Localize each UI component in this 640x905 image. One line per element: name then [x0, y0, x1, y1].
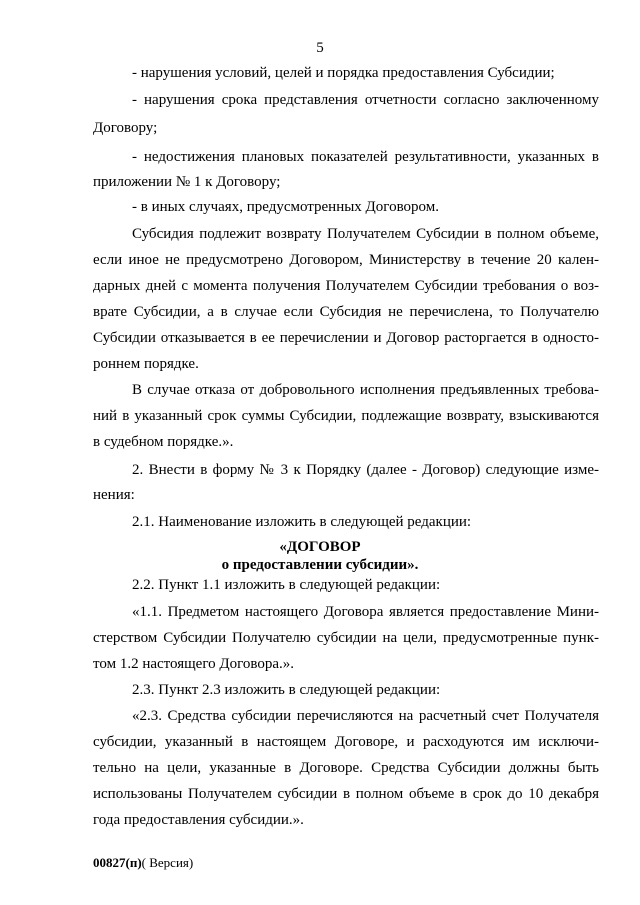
text-line: приложении № 1 к Договору; — [93, 174, 281, 190]
text-line: в судебном порядке.». — [93, 434, 234, 450]
text-line: «2.3. Средства субсидии перечисляются на расчетный счет Получателя — [132, 708, 599, 724]
text-line: нения: — [93, 487, 135, 503]
text-line: 2. Внести в форму № 3 к Порядку (далее - Договор) следующие изме- — [132, 462, 599, 478]
text-line: Субсидия подлежит возврату Получателем Субсидии в полном объеме, — [132, 226, 599, 242]
page-number: 5 — [316, 40, 324, 56]
text-line: дарных дней с момента получения Получателем Субсидии требования о воз- — [93, 278, 599, 294]
text-line: 2.1. Наименование изложить в следующей редакции: — [132, 514, 472, 530]
text-line: 2.3. Пункт 2.3 изложить в следующей редакции: — [132, 682, 441, 698]
text-line: - нарушения срока представления отчетности согласно заключенному — [132, 92, 599, 108]
text-line: использованы Получателем субсидии в полном объеме в срок до 10 декабря — [93, 786, 599, 802]
text-line: если иное не предусмотрено Договором, Министерству в течение 20 кален- — [93, 252, 599, 268]
text-line: «1.1. Предметом настоящего Договора является предоставление Мини- — [132, 604, 599, 620]
text-line: Договору; — [93, 120, 158, 136]
section-heading: «ДОГОВОР — [279, 539, 361, 555]
section-subheading: о предоставлении субсидии». — [221, 557, 419, 573]
text-line: ний в указанный срок суммы Субсидии, подлежащие возврату, взыскиваются — [93, 408, 599, 424]
text-line: - нарушения условий, целей и порядка предоставления Субсидии; — [132, 65, 555, 81]
footer — [93, 855, 193, 871]
text-line: стерством Субсидии Получателю субсидии на цели, предусмотренные пунк- — [93, 630, 599, 646]
text-line: В случае отказа от добровольного исполнения предъявленных требова- — [132, 382, 599, 398]
text-line: врате Субсидии, а в случае если Субсидия не перечислена, то Получателю — [93, 304, 599, 320]
text-line: тельно на цели, указанные в Договоре. Средства Субсидии должны быть — [93, 760, 599, 776]
text-line: роннем порядке. — [93, 356, 199, 372]
text-line: Субсидии отказывается в ее перечислении и Договор расторгается в односто- — [93, 330, 599, 346]
text-line: года предоставления субсидии.». — [93, 812, 304, 828]
text-line: субсидии, указанный в настоящем Договоре, и расходуются им исключи- — [93, 734, 599, 750]
document-version: ( Версия) — [141, 855, 194, 870]
text-line: - недостижения плановых показателей результативности, указанных в — [132, 149, 599, 165]
document-code: 00827(п) — [93, 855, 142, 870]
text-line: - в иных случаях, предусмотренных Договором. — [132, 199, 440, 215]
text-line: 2.2. Пункт 1.1 изложить в следующей редакции: — [132, 577, 441, 593]
text-line: том 1.2 настоящего Договора.». — [93, 656, 295, 672]
